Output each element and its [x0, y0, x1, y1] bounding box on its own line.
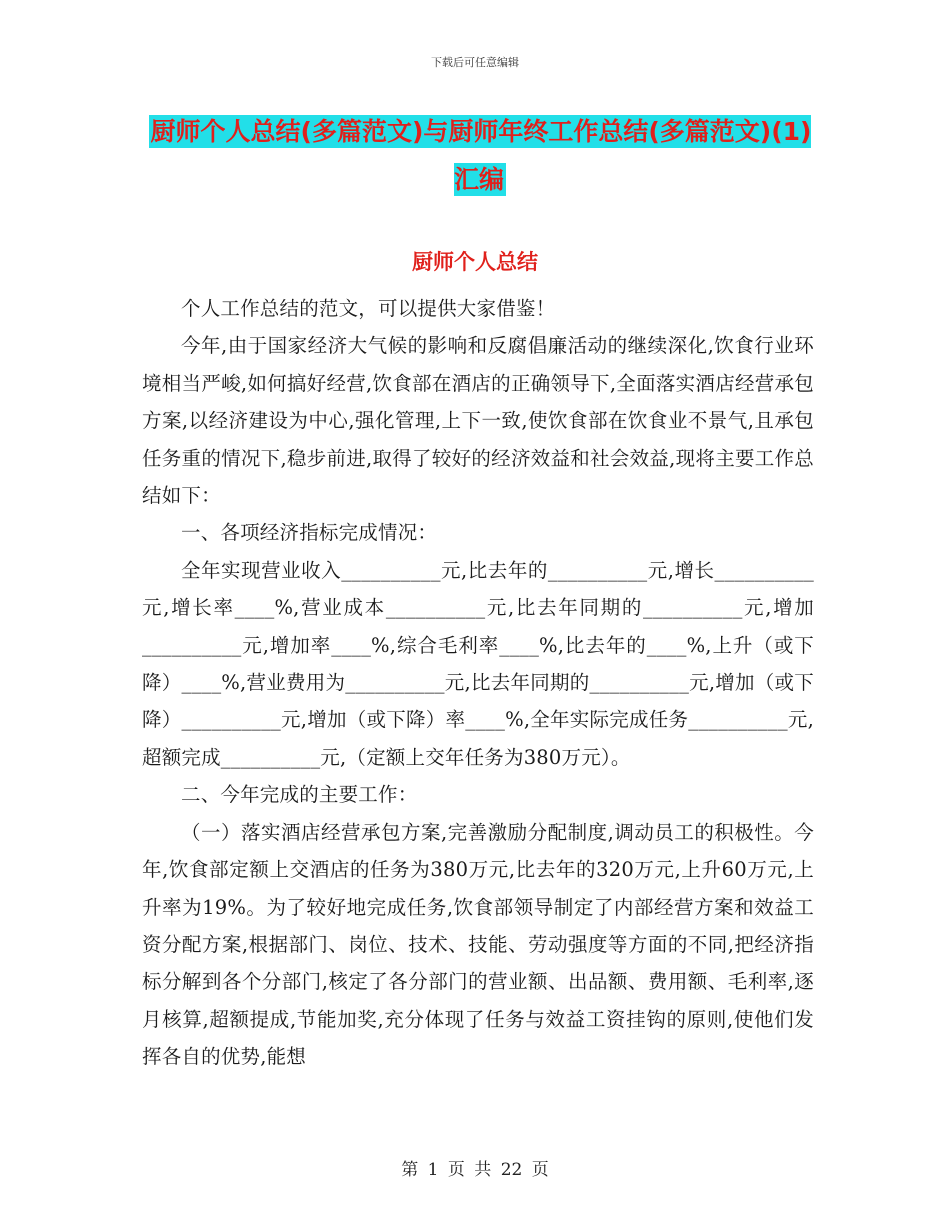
paragraph-intro: 个人工作总结的范文，可以提供大家借鉴！ [181, 297, 556, 320]
paragraph-heading-indicators: 一、各项经济指标完成情况： [181, 521, 438, 545]
document-body [142, 290, 814, 1076]
paragraph-heading-work: 二、今年完成的主要工作： [181, 783, 418, 807]
section-title: 厨师个人总结 [412, 250, 538, 274]
paragraph-work-1: （一）落实酒店经营承包方案,完善激励分配制度,调动员工的积极性。今年,饮食部定额上交酒店的任务为380万元,比去年的320万元,上升60万元,上升率为19%。为了较好地完成任务,饮食部领导制定了内部经营方案和效益工资分配方案,根据部门、岗位、技术、技能、劳动强度等方面的不同,把经济指标分解到各个分部门,核定了各分部门的营业额、出品额、费用额、毛利率,逐月核算,超额提成,节能加奖,充分体现了任务与效益工资挂钩的原则,使他们发挥各自的优势,能想 [142, 820, 814, 1069]
document-title-highlight: 厨师个人总结(多篇范文)与厨师年终工作总结(多篇范文)(1)汇编 [150, 117, 812, 194]
header-note: 下载后可任意编辑 [431, 56, 519, 69]
paragraph-overview: 今年,由于国家经济大气候的影响和反腐倡廉活动的继续深化,饮食行业环境相当严峻,如何搞好经营,饮食部在酒店的正确领导下,全面落实酒店经营承包方案,以经济建设为中心,强化管理,上下一致,使饮食部在饮食业不景气,且承包任务重的情况下,稳步前进,取得了较好的经济效益和社会效益,现将主要工作总结如下： [142, 334, 814, 508]
paragraph-indicators: 全年实现营业收入__________元,比去年的__________元,增长__________元,增长率____%,营业成本__________元,比去年同期的__________元,增加__________元,增加率____%,综合毛利率____%,比去年的____%,上升（或下降）____%,营业费用为__________元,比去年同期的__________元,增加（或下降）__________元,增加（或下降）率____%,全年实际完成任务__________元,超额完成__________元,（定额上交年任务为380万元）。 [142, 558, 814, 769]
page-footer: 第 1 页 共 22 页 [401, 1160, 549, 1180]
document-title [140, 108, 820, 204]
